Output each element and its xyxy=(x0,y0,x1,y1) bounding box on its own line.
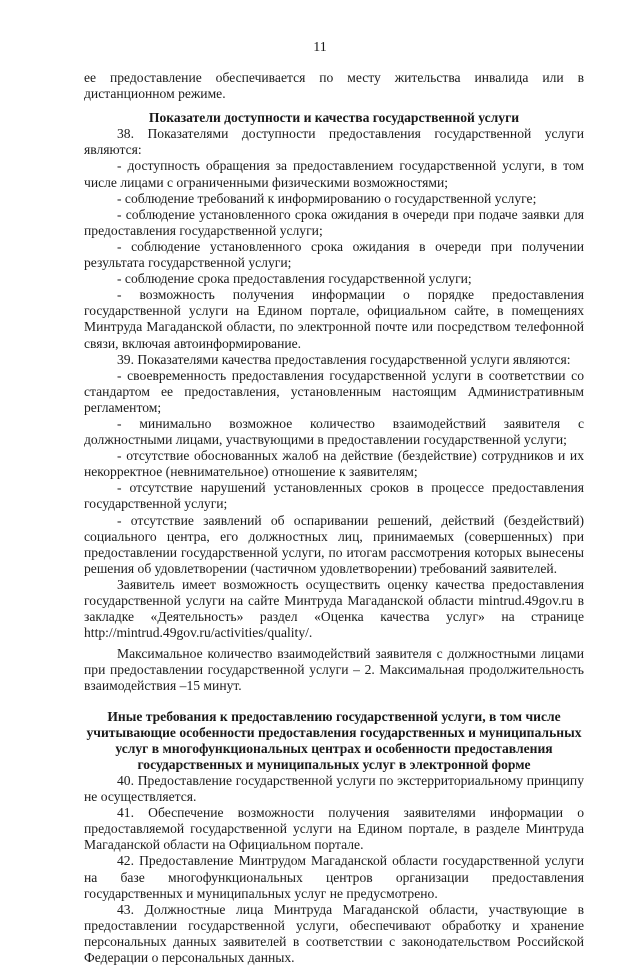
page-content xyxy=(84,70,584,966)
list-item: - соблюдение установленного срока ожидания в очереди при получении результата государственной услуги; xyxy=(84,238,584,271)
rating-paragraph: Заявитель имеет возможность осуществить оценку качества предоставления государственной услуги на сайте Минтруда Магаданской области mintrud.49gov.ru в закладке «Деятельность» раздел «Оценка качества услуг» на странице http://mintrud.49gov.ru/activities/quality/. xyxy=(84,576,584,641)
list-item: - минимально возможное количество взаимодействий заявителя с должностными лицами, участвующими в предоставлении государственной услуги; xyxy=(84,415,584,448)
list-item: - возможность получения информации о порядке предоставления государственной услуги на Едином портале, официальном сайте, в помещениях Минтруда Магаданской области, по электронной почте или посредством телефонной связи, включая автоинформирование. xyxy=(84,287,584,351)
paragraph-43: 43. Должностные лица Минтруда Магаданской области, участвующие в предоставлении государственной услуги, обеспечивают обработку и хранение персональных данных заявителей в соответствии с законодательством Российской Федерации о персональных данных. xyxy=(84,901,584,965)
page-number: 11 xyxy=(313,40,327,55)
list-item: - отсутствие обоснованных жалоб на действие (бездействие) сотрудников и их некорректное (невнимательное) отношение к заявителям; xyxy=(84,448,584,480)
list-item: - соблюдение установленного срока ожидания в очереди при подаче заявки для предоставления государственной услуги; xyxy=(84,206,584,238)
list-item: - отсутствие нарушений установленных сроков в процессе предоставления государственной услуги; xyxy=(84,480,584,512)
paragraph-40: 40. Предоставление государственной услуги по экстерриториальному принципу не осуществляется. xyxy=(84,772,584,805)
list-item: - соблюдение требований к информированию о государственной услуге; xyxy=(117,190,537,206)
paragraph-41: 41. Обеспечение возможности получения заявителями информации о предоставляемой государственной услуги на Едином портале, в разделе Минтруда Магаданской области на Официальном портале. xyxy=(84,805,584,853)
list-item: - своевременность предоставления государственной услуги в соответствии со стандартом ее предоставления, установленным настоящим Административным регламентом; xyxy=(84,367,584,415)
max-interactions-paragraph: Максимальное количество взаимодействий заявителя с должностными лицами при предоставлении государственной услуги – 2. Максимальная продолжительность взаимодействия –15 минут. xyxy=(84,646,584,694)
list-item: - соблюдение срока предоставления государственной услуги; xyxy=(117,271,472,287)
paragraph-42: 42. Предоставление Минтрудом Магаданской области государственной услуги на базе многофункциональных центров организации предоставления государственных и муниципальных услуг не предусмотрено. xyxy=(84,853,584,901)
intro-paragraph: ее предоставление обеспечивается по месту жительства инвалида или в дистанционном режиме. xyxy=(84,70,584,102)
list-item: - отсутствие заявлений об оспаривании решений, действий (бездействий) социального центра, его должностных лиц, принимаемых (совершенных) при предоставлении государственной услуги, по итогам рассмотрения которых вынесены решения об удовлетворении (частичном удовлетворении) требований заявителей. xyxy=(84,512,584,576)
paragraph-38: 38. Показателями доступности предоставления государственной услуги являются: xyxy=(84,126,584,158)
section-heading-accessibility: Показатели доступности и качества государственной услуги xyxy=(148,110,520,126)
section-heading-other-requirements: Иные требования к предоставлению государственной услуги, в том числе учитывающие особенности предоставления государственных и муниципальных услуг в многофункциональных центрах и особенности предоставления государственных и муниципальных услуг в электронной форме xyxy=(86,708,582,772)
list-item: - доступность обращения за предоставлением государственной услуги, в том числе лицами с ограниченными физическими возможностями; xyxy=(84,158,584,190)
paragraph-39: 39. Показателями качества предоставления государственной услуги являются: xyxy=(117,351,571,367)
